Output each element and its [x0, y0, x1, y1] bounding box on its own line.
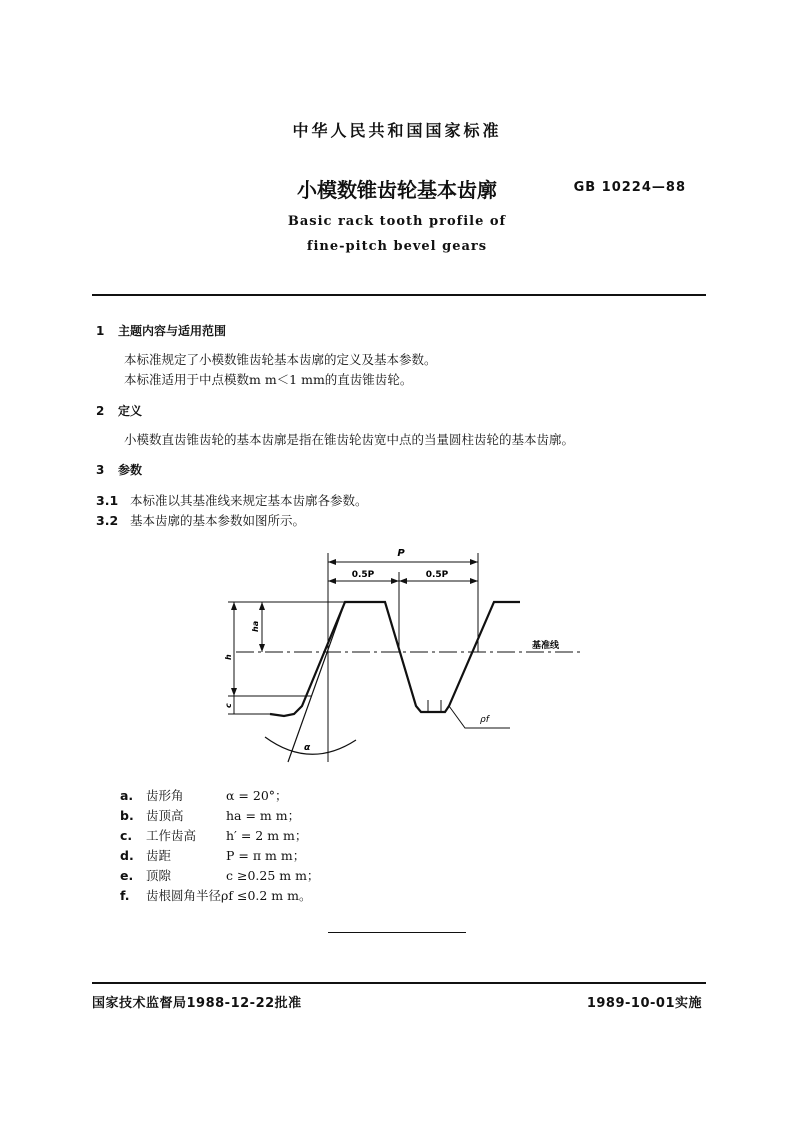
list-item: d. 齿距 P = π m m；	[120, 848, 306, 863]
flank-extension	[288, 602, 345, 762]
section-num: 3	[96, 463, 105, 477]
section-2-para-1: 小模数直齿锥齿轮的基本齿廓是指在锥齿轮齿宽中点的当量圆柱齿轮的基本齿廓。	[124, 432, 575, 447]
section-1-para-1: 本标准规定了小模数锥齿轮基本齿廓的定义及基本参数。	[124, 352, 437, 367]
arrow-h-top	[231, 602, 237, 610]
tooth-profile	[270, 602, 520, 716]
arrow-p-left	[328, 559, 336, 565]
english-title-line2: fine-pitch bevel gears	[306, 239, 488, 254]
arrow-ha-top	[259, 602, 265, 610]
end-rule	[328, 932, 466, 933]
list-item: b. 齿顶高 ha = m m；	[120, 808, 301, 823]
list-item: a. 齿形角 α = 20°；	[120, 788, 288, 803]
subsection-num: 3.1	[96, 493, 119, 508]
document-title: 小模数锥齿轮基本齿廓	[297, 178, 497, 202]
footer-rule	[92, 982, 706, 984]
arrow-half-mid-l	[391, 578, 399, 584]
arrow-half-right	[470, 578, 478, 584]
effective-date: 1989-10-01实施	[586, 996, 702, 1011]
section-title: 参数	[118, 463, 143, 477]
label-ha: ha	[251, 620, 260, 632]
subsection-num: 3.2	[96, 513, 119, 528]
section-num: 1	[96, 324, 105, 338]
label-half-1: 0.5P	[351, 570, 375, 580]
parameter-list	[120, 786, 319, 906]
standard-org: 中华人民共和国国家标准	[292, 121, 502, 140]
list-item: f. 齿根圆角半径ρf ≤0.2 m m。	[120, 888, 312, 903]
arrow-half-left	[328, 578, 336, 584]
english-title-line1: Basic rack tooth profile of	[287, 214, 507, 229]
subsection-text: 基本齿廓的基本参数如图所示。	[130, 513, 306, 528]
arrow-ha-bottom	[259, 644, 265, 652]
label-datum: 基准线	[532, 641, 560, 651]
arrow-h-bottom	[231, 688, 237, 696]
label-alpha: α	[304, 743, 311, 753]
label-rho: ρf	[480, 715, 489, 725]
list-item: e. 顶隙 c ≥0.25 m m；	[120, 868, 320, 883]
approval-date: 国家技术监督局1988-12-22批准	[92, 996, 302, 1011]
subsection-text: 本标准以其基准线来规定基本齿廓各参数。	[130, 493, 368, 508]
list-item: c. 工作齿高 h′ = 2 m m；	[120, 828, 308, 843]
arrow-half-mid-r	[399, 578, 407, 584]
section-num: 2	[96, 404, 105, 418]
section-title: 定义	[118, 404, 143, 418]
label-c: c	[224, 703, 233, 708]
label-half-2: 0.5P	[425, 570, 449, 580]
label-p: P	[397, 548, 405, 559]
standard-code: GB 10224—88	[573, 180, 686, 195]
alpha-arc	[265, 737, 356, 754]
label-h: h	[224, 654, 233, 660]
section-1-para-2: 本标准适用于中点模数m m＜1 mm的直齿锥齿轮。	[124, 372, 413, 387]
section-title: 主题内容与适用范围	[118, 324, 227, 338]
arrow-p-right	[470, 559, 478, 565]
